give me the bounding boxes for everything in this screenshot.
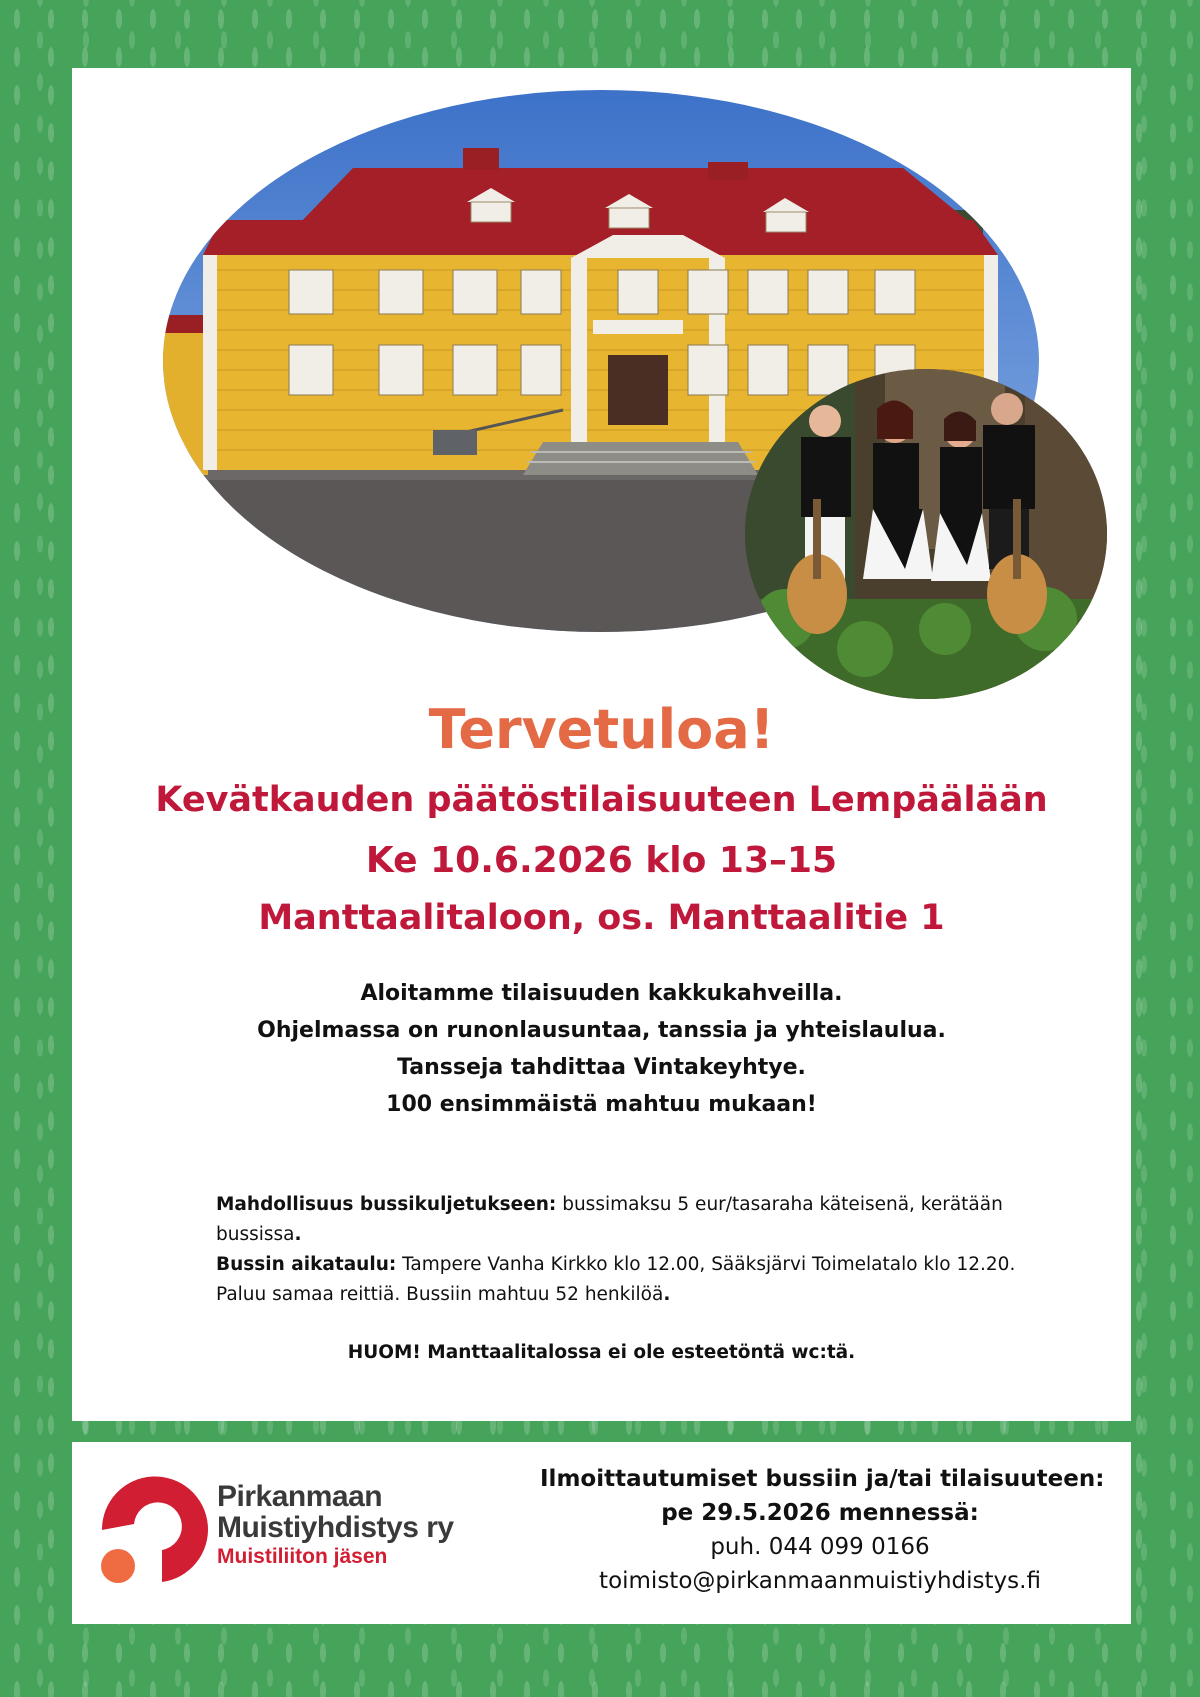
- contact-email[interactable]: toimisto@pirkanmaanmuistiyhdistys.fi: [599, 1568, 1041, 1594]
- registration-info: [540, 1462, 1105, 1598]
- program-line: Ohjelmassa on runonlausuntaa, tanssia ja yhteislaulua.: [257, 1018, 946, 1043]
- accessibility-note: HUOM! Manttaalitalossa ei ole esteetöntä wc:tä.: [347, 1342, 856, 1363]
- bus-transport-text: bussimaksu 5 eur/tasaraha käteisenä, kerätään bussissa: [216, 1194, 1003, 1245]
- organization-membership: Muistiliiton jäsen: [217, 1545, 388, 1568]
- bus-schedule-paragraph: [216, 1250, 1016, 1310]
- band-members-icon: [745, 369, 1107, 699]
- bus-schedule-label: Bussin aikataulu:: [216, 1254, 397, 1275]
- event-date: Ke 10.6.2026 klo 13–15: [365, 840, 838, 881]
- event-subtitle: Kevätkauden päätöstilaisuuteen Lempäälään: [155, 780, 1048, 820]
- contact-phone[interactable]: puh. 044 099 0166: [710, 1534, 930, 1560]
- bus-transport-end-mark: .: [294, 1224, 302, 1245]
- welcome-title: Tervetuloa!: [428, 698, 775, 761]
- program-description: [72, 975, 1131, 1123]
- bus-transport-label: Mahdollisuus bussikuljetukseen:: [216, 1194, 557, 1215]
- bus-transport-paragraph: [216, 1190, 1016, 1250]
- organization-name-line1: Pirkanmaan: [217, 1480, 383, 1513]
- program-line: Tansseja tahdittaa Vintakeyhtye.: [397, 1055, 806, 1080]
- program-line: Aloitamme tilaisuuden kakkukahveilla.: [360, 981, 843, 1006]
- bus-schedule-end-mark: .: [663, 1284, 671, 1305]
- bus-schedule-text: Tampere Vanha Kirkko klo 12.00, Sääksjärvi Toimelatalo klo 12.20. Paluu samaa reittiä. Bussiin mahtuu 52 henkilöä: [216, 1254, 1016, 1305]
- organization-name: [217, 1481, 454, 1543]
- muistiyhdistys-logo-icon: [100, 1474, 210, 1590]
- program-line: 100 ensimmäistä mahtuu mukaan!: [386, 1092, 817, 1117]
- bus-details: [216, 1190, 1016, 1310]
- organization-name-line2: Muistiyhdistys ry: [217, 1511, 454, 1544]
- registration-heading: Ilmoittautumiset bussiin ja/tai tilaisuuteen:: [540, 1466, 1105, 1492]
- event-venue: Manttaalitaloon, os. Manttaalitie 1: [258, 898, 945, 938]
- registration-deadline: pe 29.5.2026 mennessä:: [661, 1500, 979, 1526]
